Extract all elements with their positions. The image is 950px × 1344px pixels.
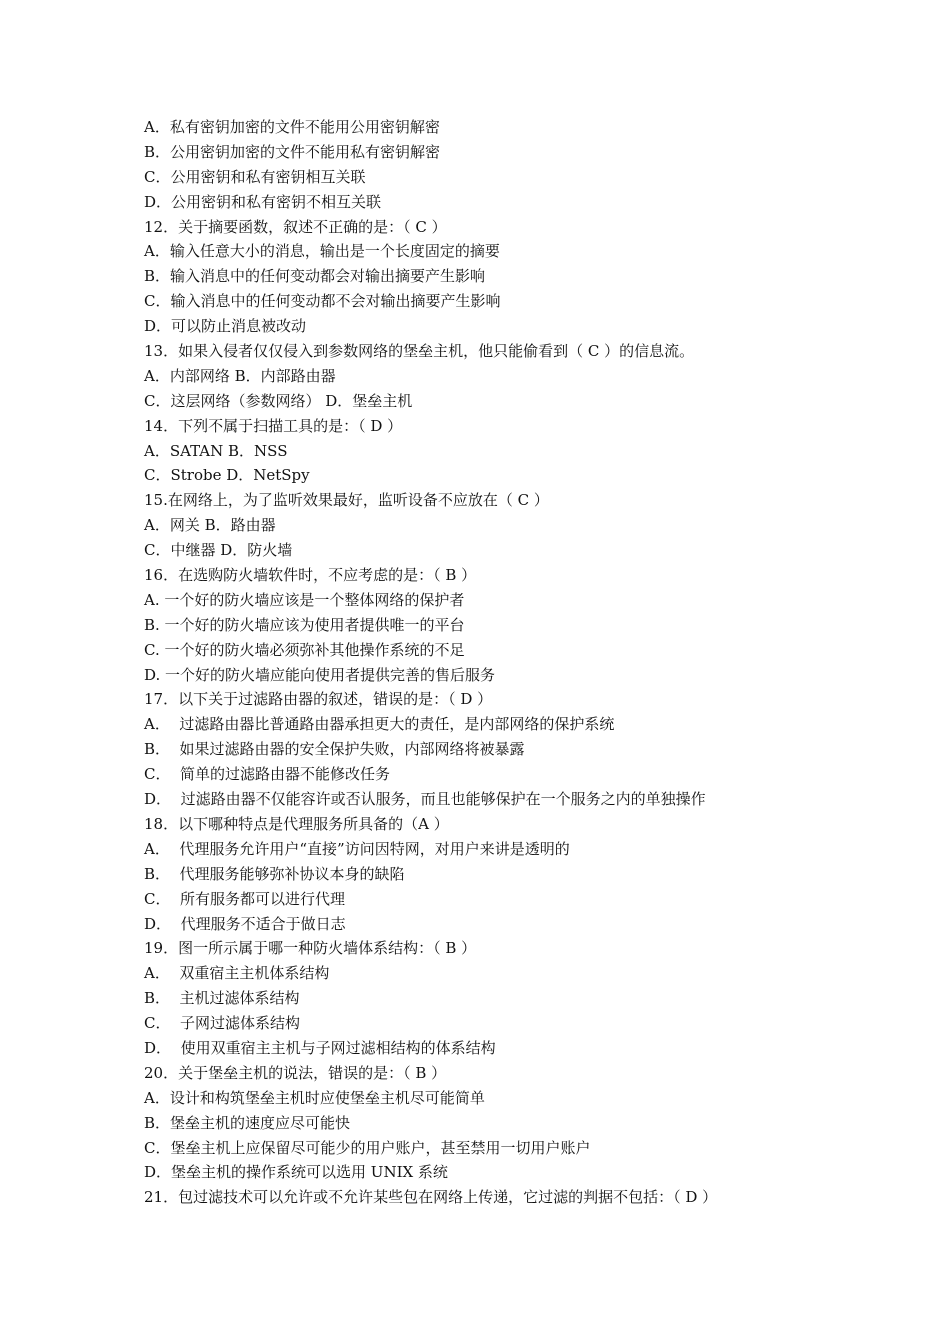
text-line: C. 一个好的防火墙必须弥补其他操作系统的不足 xyxy=(144,640,465,659)
text-line: D． 过滤路由器不仅能容许或否认服务，而且也能够保护在一个服务之内的单独操作 xyxy=(144,790,706,809)
question-line: 16．在选购防火墙软件时，不应考虑的是：（ B ） xyxy=(144,566,477,585)
text-line: B． 如果过滤路由器的安全保护失败，内部网络将被暴露 xyxy=(144,740,525,759)
question-line: 21．包过滤技术可以允许或不允许某些包在网络上传递，它过滤的判据不包括：（ D ） xyxy=(144,1188,718,1207)
text-line: D． 代理服务不适合于做日志 xyxy=(144,914,346,933)
text-line: A．输入任意大小的消息，输出是一个长度固定的摘要 xyxy=(144,242,500,261)
document-body xyxy=(144,115,844,1210)
text-line: C． 所有服务都可以进行代理 xyxy=(144,889,346,908)
text-line: C． 子网过滤体系结构 xyxy=(144,1014,301,1033)
question-line: 20．关于堡垒主机的说法，错误的是：（ B ） xyxy=(144,1063,447,1082)
text-line: B．公用密钥加密的文件不能用私有密钥解密 xyxy=(144,142,441,161)
text-line: D. 一个好的防火墙应能向使用者提供完善的售后服务 xyxy=(144,665,496,684)
text-line: A． 代理服务允许用户“直接”访问因特网，对用户来讲是透明的 xyxy=(144,839,570,858)
text-line: D．可以防止消息被改动 xyxy=(144,317,307,336)
text-line: A．内部网络 B．内部路由器 xyxy=(144,366,336,385)
text-line: C．堡垒主机上应保留尽可能少的用户账户，甚至禁用一切用户账户 xyxy=(144,1138,591,1157)
text-line: B． 主机过滤体系结构 xyxy=(144,989,300,1008)
text-line: D．堡垒主机的操作系统可以选用 UNIX 系统 xyxy=(144,1163,448,1182)
text-line: C．Strobe D．NetSpy xyxy=(144,466,310,485)
text-line: C．输入消息中的任何变动都不会对输出摘要产生影响 xyxy=(144,292,501,311)
text-line: A．设计和构筑堡垒主机时应使堡垒主机尽可能简单 xyxy=(144,1088,485,1107)
text-line: A． 双重宿主主机体系结构 xyxy=(144,964,330,983)
text-line: C． 简单的过滤路由器不能修改任务 xyxy=(144,765,391,784)
text-line: C．中继器 D．防火墙 xyxy=(144,541,293,560)
text-line: C．这层网络（参数网络） D．堡垒主机 xyxy=(144,391,413,410)
question-line: 13．如果入侵者仅仅侵入到参数网络的堡垒主机，他只能偷看到（ C ）的信息流。 xyxy=(144,342,695,361)
text-line: A．SATAN B．NSS xyxy=(144,441,288,460)
question-line: 18．以下哪种特点是代理服务所具备的（A ） xyxy=(144,814,449,833)
text-line: C．公用密钥和私有密钥相互关联 xyxy=(144,167,366,186)
question-line: 14．下列不属于扫描工具的是：（ D ） xyxy=(144,416,403,435)
question-line: 15.在网络上，为了监听效果最好，监听设备不应放在（ C ） xyxy=(144,491,549,510)
text-line: D． 使用双重宿主主机与子网过滤相结构的体系结构 xyxy=(144,1038,496,1057)
text-line: A． 过滤路由器比普通路由器承担更大的责任，是内部网络的保护系统 xyxy=(144,715,615,734)
text-line: B. 一个好的防火墙应该为使用者提供唯一的平台 xyxy=(144,615,465,634)
text-line: B．输入消息中的任何变动都会对输出摘要产生影响 xyxy=(144,267,486,286)
text-line: A．私有密钥加密的文件不能用公用密钥解密 xyxy=(144,118,440,136)
text-line: D．公用密钥和私有密钥不相互关联 xyxy=(144,192,382,211)
text-line: A．网关 B．路由器 xyxy=(144,516,276,535)
text-line: B． 代理服务能够弥补协议本身的缺陷 xyxy=(144,864,405,883)
question-line: 17．以下关于过滤路由器的叙述，错误的是：（ D ） xyxy=(144,690,493,709)
question-line: 19．图一所示属于哪一种防火墙体系结构：（ B ） xyxy=(144,939,477,958)
question-line: 12．关于摘要函数，叙述不正确的是：（ C ） xyxy=(144,217,447,236)
text-line: B．堡垒主机的速度应尽可能快 xyxy=(144,1113,351,1132)
text-line: A. 一个好的防火墙应该是一个整体网络的保护者 xyxy=(144,590,465,609)
